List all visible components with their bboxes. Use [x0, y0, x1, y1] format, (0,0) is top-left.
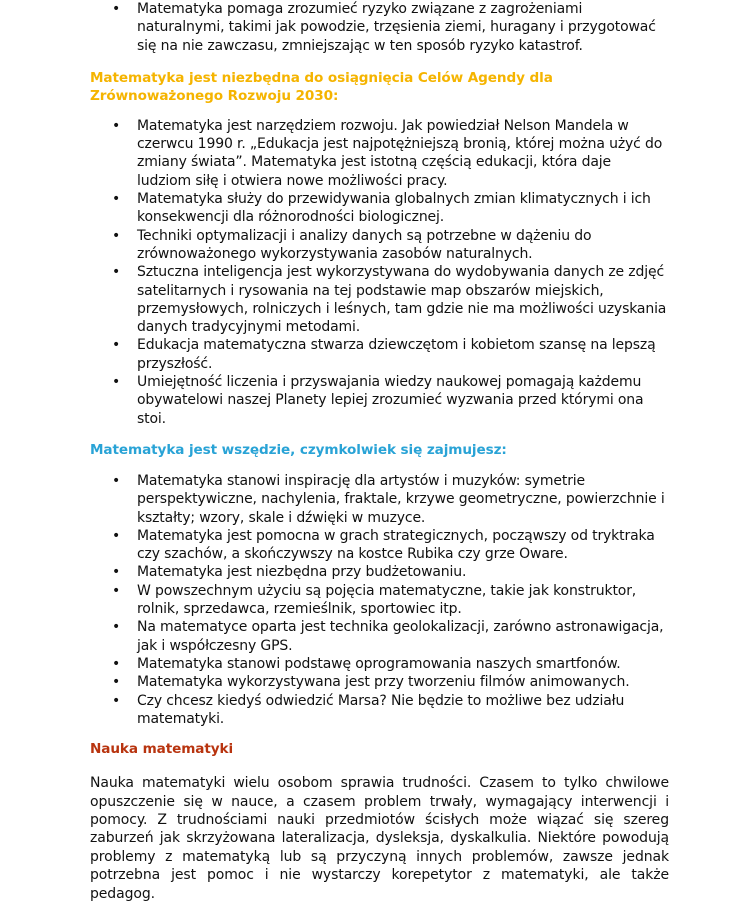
- list-item: • Edukacja matematyczna stwarza dziewczętom i kobietom szansę na lepszą przyszłość.: [90, 336, 669, 373]
- everywhere-list: [90, 472, 669, 728]
- agenda-list: [90, 117, 669, 428]
- list-item: • Techniki optymalizacji i analizy danych są potrzebne w dążeniu do zrównoważonego wykorzystywania zasobów naturalnych.: [90, 227, 669, 264]
- list-item: • Czy chcesz kiedyś odwiedzić Marsa? Nie będzie to możliwe bez udziału matematyki.: [90, 692, 669, 729]
- section-heading-everywhere: Matematyka jest wszędzie, czymkolwiek się zajmujesz:: [90, 441, 507, 458]
- list-item: • Na matematyce oparta jest technika geolokalizacji, zarówno astronawigacja, jak i współczesny GPS.: [90, 618, 669, 655]
- intro-list: [90, 0, 669, 55]
- list-item: • W powszechnym użyciu są pojęcia matematyczne, takie jak konstruktor, rolnik, sprzedawca, rzemieślnik, sportowiec itp.: [90, 582, 669, 619]
- list-item: • Sztuczna inteligencja jest wykorzystywana do wydobywania danych ze zdjęć satelitarnych i rysowania na tej podstawie map obszarów miejskich, przemysłowych, rolniczych i leśnych, tam gdzie nie ma możliwości uzyskania danych tradycyjnymi metodami.: [90, 263, 669, 336]
- list-item: • Matematyka wykorzystywana jest przy tworzeniu filmów animowanych.: [90, 673, 669, 691]
- list-item: • Matematyka służy do przewidywania globalnych zmian klimatycznych i ich konsekwencji dla różnorodności biologicznej.: [90, 190, 669, 227]
- list-item: • Matematyka stanowi inspirację dla artystów i muzyków: symetrie perspektywiczne, nachylenia, fraktale, krzywe geometryczne, powierzchnie i kształty; wzory, skale i dźwięki w muzyce.: [90, 472, 669, 527]
- list-item: • Matematyka pomaga zrozumieć ryzyko związane z zagrożeniami naturalnymi, takimi jak powodzie, trzęsienia ziemi, huragany i przygotować się na nie zawczasu, zmniejszając w ten sposób ryzyko katastrof.: [90, 0, 669, 55]
- list-item: • Matematyka jest pomocna w grach strategicznych, począwszy od tryktraka czy szachów, a skończywszy na kostce Rubika czy grze Oware.: [90, 527, 669, 564]
- section-heading-agenda: Matematyka jest niezbędna do osiągnięcia Celów Agendy dla Zrównoważonego Rozwoju 2030:: [90, 69, 553, 104]
- list-item: • Umiejętność liczenia i przyswajania wiedzy naukowej pomagają każdemu obywatelowi naszej Planety lepiej zrozumieć wyzwania przed którymi ona stoi.: [90, 373, 669, 428]
- section-heading-learning: Nauka matematyki: [90, 741, 234, 758]
- list-item: • Matematyka stanowi podstawę oprogramowania naszych smartfonów.: [90, 655, 669, 673]
- list-item: • Matematyka jest narzędziem rozwoju. Jak powiedział Nelson Mandela w czerwcu 1990 r. „Edukacja jest najpotężniejszą bronią, której można użyć do zmiany świata”. Matematyka jest istotną częścią edukacji, która daje ludziom siłę i otwiera nowe możliwości pracy.: [90, 117, 669, 190]
- learning-paragraph: Nauka matematyki wielu osobom sprawia trudności. Czasem to tylko chwilowe opuszczenie się w nauce, a czasem problem trwały, wymagający interwencji i pomocy. Z trudnościami nauki przedmiotów ścisłych może wiązać się szereg zaburzeń jak skrzyżowana lateralizacja, dysleksja, dyskalkulia. Niektóre powodują problemy z matematyką lub są przyczyną innych problemów, zawsze jednak potrzebna jest pomoc i nie wystarczy korepetytor z matematyki, ale także pedagog.: [90, 775, 669, 902]
- list-item: • Matematyka jest niezbędna przy budżetowaniu.: [90, 563, 669, 581]
